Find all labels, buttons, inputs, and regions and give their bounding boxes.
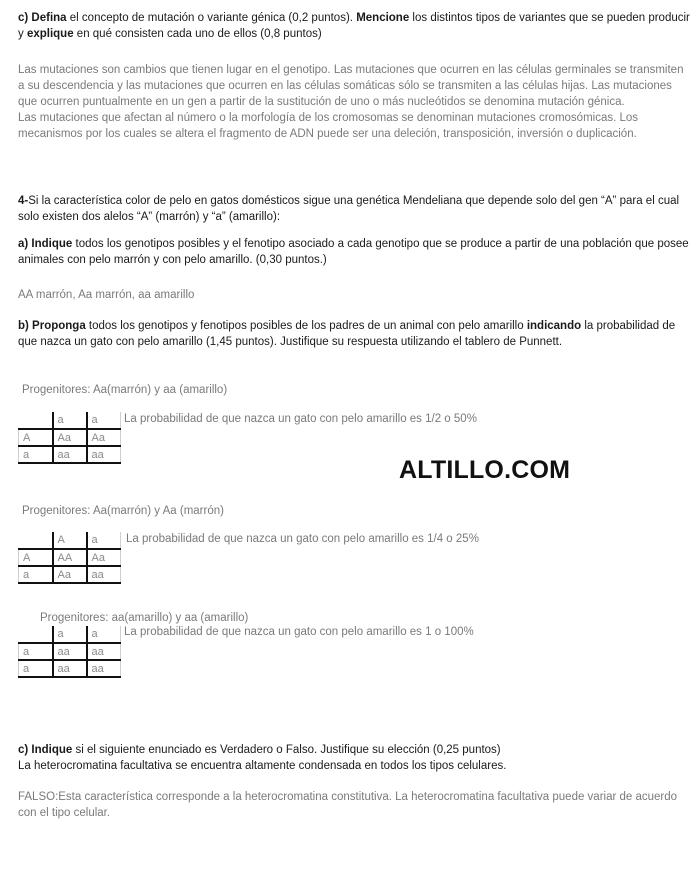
punnett-allele-cell: a — [19, 643, 53, 660]
punnett-allele-cell: A — [19, 549, 53, 566]
q-text: la probabilidad de que nazca un gato con pelo amarillo (1,45 puntos). Justifique su respuesta utilizando el tablero de Punnett. — [18, 320, 676, 348]
punnett-header-cell — [19, 412, 53, 429]
q-text: todos los genotipos y fenotipos posibles de los padres de un animal con pelo amarillo — [85, 320, 527, 332]
punnett-row — [19, 412, 121, 429]
verb-defina: Defina — [31, 12, 67, 24]
question-c-heterochromatin — [18, 742, 690, 774]
verb-proponga: b) Proponga — [18, 320, 86, 332]
punnett-header-cell — [19, 532, 53, 549]
punnett-header-cell: a — [87, 412, 121, 429]
punnett-header-cell: a — [53, 626, 87, 643]
answer-c-heterochromatin: FALSO:Esta característica corresponde a la heterocromatina constitutiva. La heterocromatina facultativa puede variar de acuerdo con el tipo celular. — [18, 791, 678, 819]
punnett-genotype-cell: aa — [87, 566, 121, 583]
punnett-row — [19, 660, 121, 677]
punnett-genotype-cell: Aa — [87, 549, 121, 566]
statement: La heterocromatina facultativa se encuentra altamente condensada en todos los tipos celulares. — [18, 760, 507, 772]
probability-caption-3: La probabilidad de que nazca un gato con pelo amarillo es 1 o 100% — [124, 626, 474, 638]
probability-caption-2: La probabilidad de que nazca un gato con pelo amarillo es 1/4 o 25% — [126, 533, 479, 545]
punnett-allele-cell: A — [19, 429, 53, 446]
q-number: 4- — [18, 195, 29, 207]
punnett-row — [19, 429, 121, 446]
punnett-header-cell: a — [87, 626, 121, 643]
q-text: si el siguiente enunciado es Verdadero o Falso. Justifique su elección (0,25 puntos) — [72, 744, 501, 756]
punnett-row — [19, 549, 121, 566]
q-label: c) — [18, 12, 32, 24]
verb-mencione: Mencione — [356, 12, 410, 24]
punnett-square-3 — [18, 626, 121, 678]
punnett-square-1 — [18, 412, 121, 464]
punnett-genotype-cell: Aa — [87, 429, 121, 446]
verb-indique: Indique — [31, 744, 73, 756]
question-4a — [18, 236, 690, 268]
q-text: los distintos tipos de variantes que se pueden producir y — [18, 12, 690, 40]
q-label: c) — [18, 744, 32, 756]
punnett-row — [19, 446, 121, 463]
parents-label-1: Progenitores: Aa(marrón) y aa (amarillo) — [22, 384, 228, 396]
answer-4a: AA marrón, Aa marrón, aa amarillo — [18, 289, 195, 301]
punnett-row — [19, 626, 121, 643]
verb-explique: explique — [26, 28, 74, 40]
punnett-allele-cell: a — [19, 446, 53, 463]
answer-c-mutation — [18, 62, 690, 142]
question-c-mutation — [18, 10, 690, 42]
punnett-header-cell: a — [53, 412, 87, 429]
punnett-header-cell: a — [87, 532, 121, 549]
q-text: todos los genotipos posibles y el fenotipo asociado a cada genotipo que se produce a partir de una población que posee animales con pelo marrón y con pelo amarillo. (0,30 puntos.) — [18, 238, 689, 266]
answer-paragraph: Las mutaciones que afectan al número o la morfología de los cromosomas se denominan mutaciones cromosómicas. Los mecanismos por los cuales se altera el fragmento de ADN puede ser una deleción, transposición, inversión o duplicación. — [18, 112, 639, 140]
q-text: en qué consisten cada uno de ellos (0,8 puntos) — [73, 28, 322, 40]
punnett-genotype-cell: Aa — [53, 429, 87, 446]
punnett-genotype-cell: aa — [53, 660, 87, 677]
verb-indicando: indicando — [526, 320, 582, 332]
punnett-genotype-cell: Aa — [53, 566, 87, 583]
q-text: Si la característica color de pelo en gatos domésticos sigue una genética Mendeliana que depende solo del gen “A” para el cual solo existen dos alelos “A” (marrón) y “a” (amarillo): — [18, 195, 680, 223]
question-4b — [18, 318, 690, 350]
parents-label-3: Progenitores: aa(amarillo) y aa (amarillo) — [40, 612, 249, 624]
punnett-genotype-cell: AA — [53, 549, 87, 566]
punnett-square-2 — [18, 532, 121, 584]
punnett-genotype-cell: aa — [87, 643, 121, 660]
punnett-allele-cell: a — [19, 660, 53, 677]
answer-paragraph: Las mutaciones son cambios que tienen lugar en el genotipo. Las mutaciones que ocurren en las células germinales se transmiten a su descendencia y las mutaciones que ocurren en las células somáticas sólo se transmiten a las células hijas. Las mutaciones que ocurren puntualmente en un gen a partir de la sustitución de uno o más nucleótidos se denomina mutación génica. — [18, 64, 684, 108]
punnett-row — [19, 643, 121, 660]
punnett-header-cell — [19, 626, 53, 643]
punnett-genotype-cell: aa — [53, 446, 87, 463]
punnett-genotype-cell: aa — [53, 643, 87, 660]
q-text: el concepto de mutación o variante génica (0,2 puntos). — [66, 12, 357, 24]
punnett-genotype-cell: aa — [87, 446, 121, 463]
punnett-allele-cell: a — [19, 566, 53, 583]
punnett-row — [19, 532, 121, 549]
punnett-genotype-cell: aa — [87, 660, 121, 677]
parents-label-2: Progenitores: Aa(marrón) y Aa (marrón) — [22, 505, 224, 517]
watermark: ALTILLO.COM — [399, 456, 571, 484]
question-4 — [18, 193, 690, 225]
verb-indique: a) Indique — [18, 238, 73, 250]
probability-caption-1: La probabilidad de que nazca un gato con pelo amarillo es 1/2 o 50% — [124, 413, 477, 425]
punnett-header-cell: A — [53, 532, 87, 549]
punnett-row — [19, 566, 121, 583]
